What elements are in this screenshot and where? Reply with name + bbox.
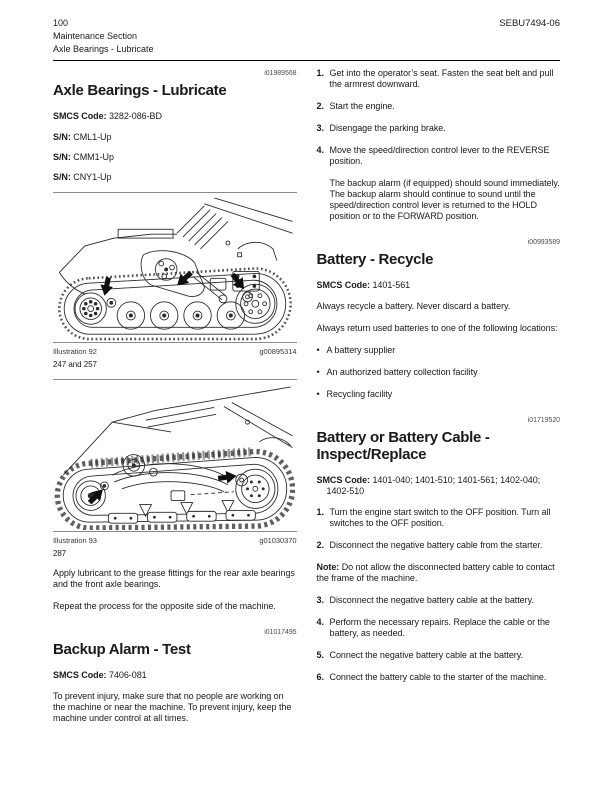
serial-number-line: S/N: CML1-Up <box>53 132 112 142</box>
recycle-paragraph: Always recycle a battery. Never discard a battery. <box>316 301 511 311</box>
bullet-icon <box>317 345 327 356</box>
section-id: i00993589 <box>527 239 560 246</box>
procedure-step: 3. Disengage the parking brake. <box>316 123 446 133</box>
axle-paragraph: Repeat the process for the opposite side of the machine. <box>53 601 276 611</box>
illustration-code: g00895314 <box>259 347 297 356</box>
illustration-93 <box>53 379 297 532</box>
list-item: • A battery supplier <box>317 345 561 356</box>
procedure-step: 1. Turn the engine start switch to the OFF position. Turn all switches to the OFF position. <box>316 507 551 528</box>
recycle-paragraph: Always return used batteries to one of the following locations: <box>316 323 558 333</box>
procedure-step: 1. Get into the operator’s seat. Fasten the seat belt and pull the armrest downward. <box>316 68 554 89</box>
backup-alarm-result-paragraph: The backup alarm (if equipped) should sound immediately. The backup alarm should continue to sound until the speed/direction control lever is returned to the HOLD position or to the FORWARD position. <box>329 178 560 221</box>
bullet-icon <box>317 389 327 400</box>
illustration-92 <box>53 192 297 343</box>
procedure-step: 2. Start the engine. <box>316 101 395 111</box>
list-item: • An authorized battery collection facility <box>317 367 561 378</box>
section-title-battery-cable: Battery or Battery Cable - Inspect/Replace <box>316 429 490 463</box>
axle-paragraph: Apply lubricant to the grease fittings for the rear axle bearings and the front axle bearings. <box>53 568 295 589</box>
page-number: 100 <box>53 18 69 28</box>
doc-code: SEBU7494-06 <box>499 18 560 29</box>
section-title-battery-recycle: Battery - Recycle <box>316 251 434 268</box>
procedure-step: 2. Disconnect the negative battery cable from the starter. <box>316 540 543 550</box>
procedure-step: 5. Connect the negative battery cable at the battery. <box>316 650 523 660</box>
procedure-step: 6. Connect the battery cable to the starter of the machine. <box>316 672 547 682</box>
illustration-models: 287 <box>53 549 67 558</box>
left-column <box>53 61 297 735</box>
section-id: i01017495 <box>264 629 297 636</box>
header-topic: Axle Bearings - Lubricate <box>53 44 154 54</box>
bullet-icon <box>317 367 327 378</box>
section-title-backup-alarm: Backup Alarm - Test <box>53 641 191 658</box>
illustration-label: Illustration 93 <box>53 536 97 545</box>
smcs-code-line: SMCS Code: 1401-040; 1401-510; 1401-561; 1402-040; 1402-510 <box>316 475 541 496</box>
smcs-code-line: SMCS Code: 7406-081 <box>53 670 147 680</box>
section-id: i01719520 <box>527 417 560 424</box>
serial-number-line: S/N: CMM1-Up <box>53 152 114 162</box>
procedure-step: 3. Disconnect the negative battery cable at the battery. <box>316 595 534 605</box>
note-paragraph: Note: Do not allow the disconnected battery cable to contact the frame of the machine. <box>316 562 555 583</box>
undercarriage-drawing-287-icon <box>53 381 295 530</box>
page-header <box>53 17 560 56</box>
smcs-code-line: SMCS Code: 3282-086-BD <box>53 111 162 121</box>
smcs-code-line: SMCS Code: 1401-561 <box>316 280 411 290</box>
illustration-code: g01030370 <box>259 536 297 545</box>
backup-warning-paragraph: To prevent injury, make sure that no people are working on the machine or near the machine. To prevent injury, keep the machine under control at all times. <box>53 691 292 723</box>
list-item: • Recycling facility <box>317 389 561 400</box>
serial-number-line: S/N: CNY1-Up <box>53 172 112 182</box>
procedure-step: 4. Perform the necessary repairs. Replace the cable or the battery, as needed. <box>316 617 550 638</box>
grease-fitting-arrow-icons <box>98 268 249 297</box>
illustration-caption <box>53 535 297 546</box>
illustration-label: Illustration 92 <box>53 347 97 356</box>
section-title-axle-bearings: Axle Bearings - Lubricate <box>53 82 227 99</box>
illustration-models: 247 and 257 <box>53 360 97 369</box>
undercarriage-drawing-247-257-icon <box>53 194 295 341</box>
procedure-step: 4. Move the speed/direction control lever to the REVERSE position. <box>316 145 550 166</box>
illustration-caption <box>53 346 297 357</box>
right-column <box>317 61 561 735</box>
header-section: Maintenance Section <box>53 31 138 41</box>
section-id: i01989568 <box>264 70 297 77</box>
